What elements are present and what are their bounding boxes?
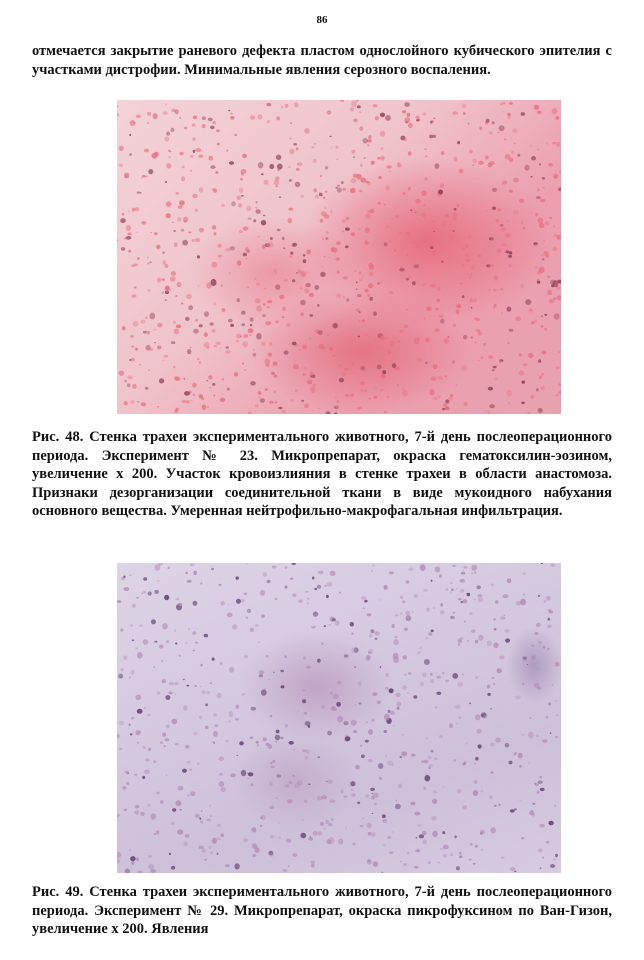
- micrograph-48-texture: [117, 100, 561, 414]
- figure-48-caption: Рис. 48. Стенка трахеи экспериментального животного, 7-й день послеоперационного периода. Эксперимент № 23. Микропрепарат, окраска гематоксилин-эозином, увеличение х 200. Участок кровоизлияния в стенке трахеи в области анастомоза. Признаки дезорганизации соединительной ткани в виде мукоидного набухания основного вещества. Умеренная нейтрофильно-макрофагальная инфильтрация.: [32, 429, 612, 519]
- micrograph-figure-48: [117, 100, 561, 414]
- figure-49-caption: Рис. 49. Стенка трахеи экспериментального животного, 7-й день послеоперационного периода. Эксперимент № 29. Микропрепарат, окраска пикрофуксином по Ван-Гизон, увеличение х 200. Явления: [32, 884, 612, 937]
- micrograph-49-texture: [117, 563, 561, 873]
- page-number: 86: [316, 14, 328, 26]
- micrograph-figure-49: [117, 563, 561, 873]
- body-paragraph: отмечается закрытие раневого дефекта пластом однослойного кубического эпителия с участками дистрофии. Минимальные явления серозного воспаления.: [32, 43, 612, 78]
